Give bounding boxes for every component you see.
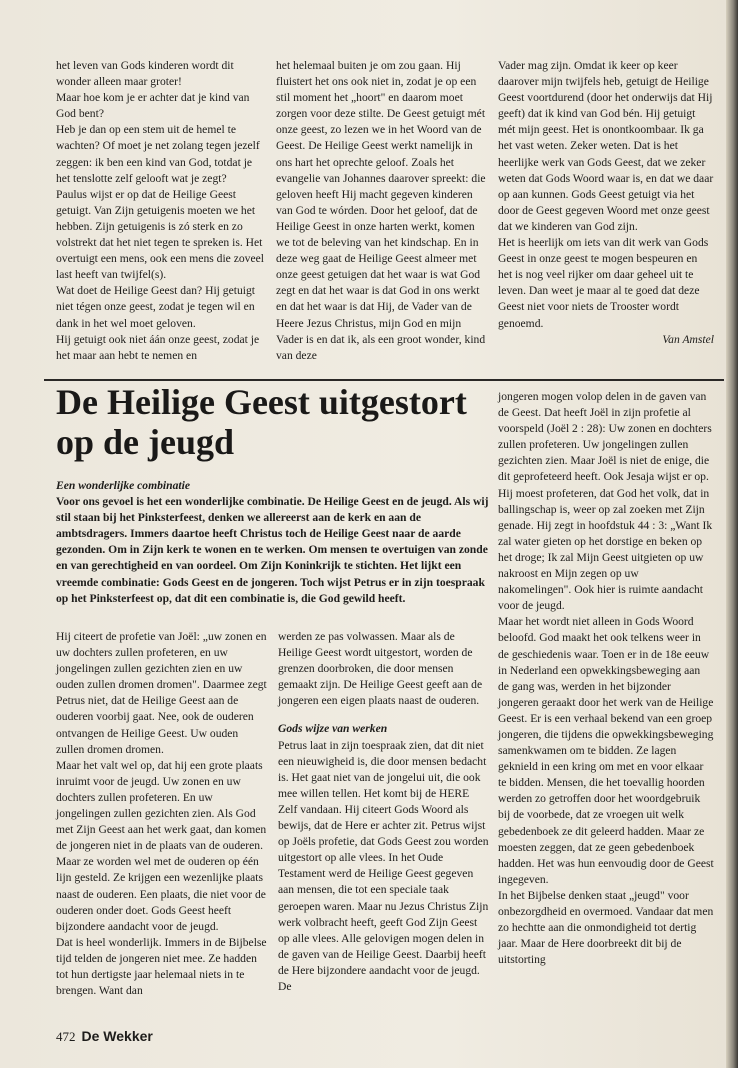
section-subheading: Gods wijze van werken	[278, 722, 388, 736]
paragraph: Dat is heel wonderlijk. Immers in de Bijbelse tijd telden de jongeren niet mee. Ze hadden tot hun dertigste jaar helemaal niets in te brengen. Want dan	[56, 935, 267, 998]
paragraph: Hij citeert de profetie van Joël: „uw zonen en uw dochters zullen profeteren, en uw jongelingen zullen gezichten zien en uw ouden zullen dromen dromen". Daarmee zegt Petrus niet, dat de Heilige Geest aan de ouderen voorbij gaat. Nee, ook de ouderen ontvangen de Heilige Geest. Uw ouden zullen dromen dromen.	[56, 630, 267, 756]
paragraph: Paulus wijst er op dat de Heilige Geest getuigt. Van Zijn getuigenis moeten we het hebben. Zijn getuigenis is zó sterk en zo volstrekt dat het niet tegen te spreken is. Het overtuigt een mens, ook een mens die zoveel last heeft van twijfel(s).	[56, 187, 264, 282]
author-signature: Van Amstel	[662, 332, 714, 346]
article-column-1	[56, 629, 268, 999]
paragraph: Hij getuigt ook niet áán onze geest, zodat je het maar aan hebt te nemen en	[56, 332, 260, 362]
page-number: 472	[56, 1029, 76, 1044]
intro-paragraph: Voor ons gevoel is het een wonderlijke combinatie. De Heilige Geest en de jeugd. Als wij stil staan bij het Pinksterfeest, denken we allereerst aan de kerk en aan de ambtsdragers. Immers daartoe heeft Christus toch de Heilige Geest naar de aarde gezonden. Om in Zijn kerk te wonen en te werken. Om mensen te overtuigen van zonde en van gerechtigheid en van oordeel. Om Zijn Koninkrijk te stichten. Het lijkt een vreemde combinatie: Gods Geest en de jongeren. Toch wijst Petrus er in zijn toespraak op het Pinksterfeest op, dat dit een combinatie is, die God gewild heeft.	[56, 495, 489, 605]
article-lead	[56, 478, 490, 607]
paragraph: Maar het valt wel op, dat hij een grote plaats inruimt voor de jeugd. Uw zonen en uw dochters zullen profeteren. En uw jongelingen zullen gezichten zien. Als God met Zijn Geest aan het werk gaat, dan komen de jongeren niet in de plaats van de ouderen. Maar ze worden wel met de ouderen op één lijn gesteld. Ze krijgen een wezenlijke plaats naast de ouderen. Een plaats, die niet voor de ouderen onder doet. Gods Geest heeft bijzondere aandacht voor de jeugd.	[56, 758, 267, 933]
paragraph: Maar het wordt niet alleen in Gods Woord beloofd. God maakt het ook telkens weer in de geschiedenis waar. Toen er in de 18e eeuw in Nederland een opwekkingsbeweging aan de gang was, werden in het bijzonder jongeren geraakt door het werk van de Heilige Geest. Er is een verhaal bekend van een groep jongeren, die tijdens die opwekkingsbeweging samenkwamen om te bidden. Ze lagen geknield in een kring om met en voor elkaar te bidden. Mensen, die het toevallig hoorden werden zo getroffen door het woordgebruik bij de voorbede, dat ze vroegen uit welk gebedenboek ze dit geleerd hadden. Maar ze moesten zeggen, dat ze geen gebedenboek hadden. Het was hun eenvoudig door de Geest ingegeven.	[498, 615, 714, 886]
paragraph: Petrus laat in zijn toespraak zien, dat dit niet een nieuwigheid is, die door mensen bedacht is. Het gaat niet van de jongelui uit, die ook mee willen tellen. Het komt bij de HERE Zelf vandaan. Hij citeert Gods Woord als bewijs, dat de Here er achter zit. Petrus wijst op Joëls profetie, dat Gods Geest zou worden uitgestort op alle vlees. In het Oude Testament werd de Heilige Geest gegeven aan mensen, die tot een speciale taak geroepen waren. Maar nu Jezus Christus Zijn werk volbracht heeft, geeft God Zijn Geest op alle vlees. Alle gelovigen mogen delen in de gaven van de Heilige Geest. Daarbij heeft de Here bijzondere aandacht voor de jeugd. De	[278, 738, 489, 993]
paragraph: het helemaal buiten je om zou gaan. Hij fluistert het ons ook niet in, zodat je op een stil moment het „hoort" en daarom moet zorgen voor deze stilte. De Geest getuigt mét onze geest, zo lezen we in het Woord van de Geest. De Heilige Geest werkt namelijk in ons hart het oprechte geloof. Zoals het evangelie van Johannes daarover spreekt: die geloven heeft Hij macht gegeven kinderen van God te wórden. Door het geloof, dat de Heilige Geest in onze harten werkt, komen we tot de beleving van het kindschap. En in deze weg gaat de Heilige Geest almeer met onze geest getuigen dat het waar is wat God zegt en dat het waar is dat God in ons werkt en dat het waar is dat Hij, de Vader van de Heere Jezus Christus, mijn God en mijn Vader is en dat ik, als een groot wonder, kind van deze	[276, 59, 486, 362]
top-column-2	[276, 58, 488, 364]
paragraph: werden ze pas volwassen. Maar als de Heilige Geest wordt uitgestort, worden de grenzen doorbroken, die door mensen gemaakt zijn. De Heilige Geest geeft aan de jongeren een eigen plaats naast de ouderen.	[278, 630, 483, 708]
paragraph: In het Bijbelse denken staat „jeugd" voor onbezorgdheid en overmoed. Vandaar dat men zo hechtte aan die onmondigheid tot dertig jaar. Maar de Here doorbreekt dit bij de uitstorting	[498, 888, 714, 967]
paragraph: Maar hoe kom je er achter dat je kind van God bent?	[56, 91, 250, 121]
page-footer	[56, 1028, 153, 1045]
article-column-2	[278, 629, 490, 995]
top-column-1	[56, 58, 268, 364]
section-divider	[44, 379, 724, 381]
paragraph: Vader mag zijn. Omdat ik keer op keer daarover mijn twijfels heb, getuigt de Heilige Geest voortdurend (door het onderwijs dat Hij geeft) dat ik kind van God bén. Hij getuigt mét mijn geest. Het is onontkoombaar. Ik ga het vast weten. Zeker weten. Dat is het heerlijke werk van Gods Geest, dat we zeker weten dat Gods Woord waar is, en dat we daar op aan kunnen. Gods Geest getuigt via het door de Geest gegeven Woord met onze geest dat we kinderen van God zijn.	[498, 59, 714, 233]
paragraph: het leven van Gods kinderen wordt dit wonder alleen maar groter!	[56, 59, 234, 89]
kicker-heading: Een wonderlijke combinatie	[56, 479, 190, 492]
article-title: De Heilige Geest uitgestort op de jeugd	[56, 382, 467, 462]
page-binding-shadow	[726, 0, 738, 1068]
paragraph: Het is heerlijk om iets van dit werk van Gods Geest in onze geest te mogen bespeuren en het is nog veel rijker om daar geheel uit te leven. Dan weet je maar al te goed dat deze Geest niet voor niets de Trooster wordt genoemd.	[498, 236, 709, 330]
paragraph: Heb je dan op een stem uit de hemel te wachten? Of moet je net zolang tegen jezelf zeggen: ik ben een kind van God, totdat je het tenslotte zelf gelooft wat je zegt?	[56, 123, 260, 185]
paragraph: jongeren mogen volop delen in de gaven van de Geest. Dat heeft Joël in zijn profetie al voorspeld (Joël 2 : 28): Uw zonen en dochters zullen profeteren. Uw jongelingen zullen gezichten zien. Maar Joël is niet de enige, die dit geprofeteerd heeft. Ook Jesaja wijst er op. Hij moest profeteren, dat God het volk, dat in ballingschap is, weer op zal zoeken met Zijn genade. Hij zegt in hoofdstuk 44 : 3: „Want Ik zal water gieten op het dorstige en beken op het droge; Ik zal Mijn Geest uitgieten op uw nakroost en Mijn zegen op uw nakomelingen". Ook hier is ruimte aandacht voor de jeugd.	[498, 390, 713, 613]
magazine-name: De Wekker	[81, 1028, 153, 1044]
article-column-3	[498, 389, 714, 968]
paragraph: Wat doet de Heilige Geest dan? Hij getuigt niet tégen onze geest, zodat je tegen wil en dank in het wel moet geloven.	[56, 284, 255, 330]
top-column-3	[498, 58, 714, 348]
